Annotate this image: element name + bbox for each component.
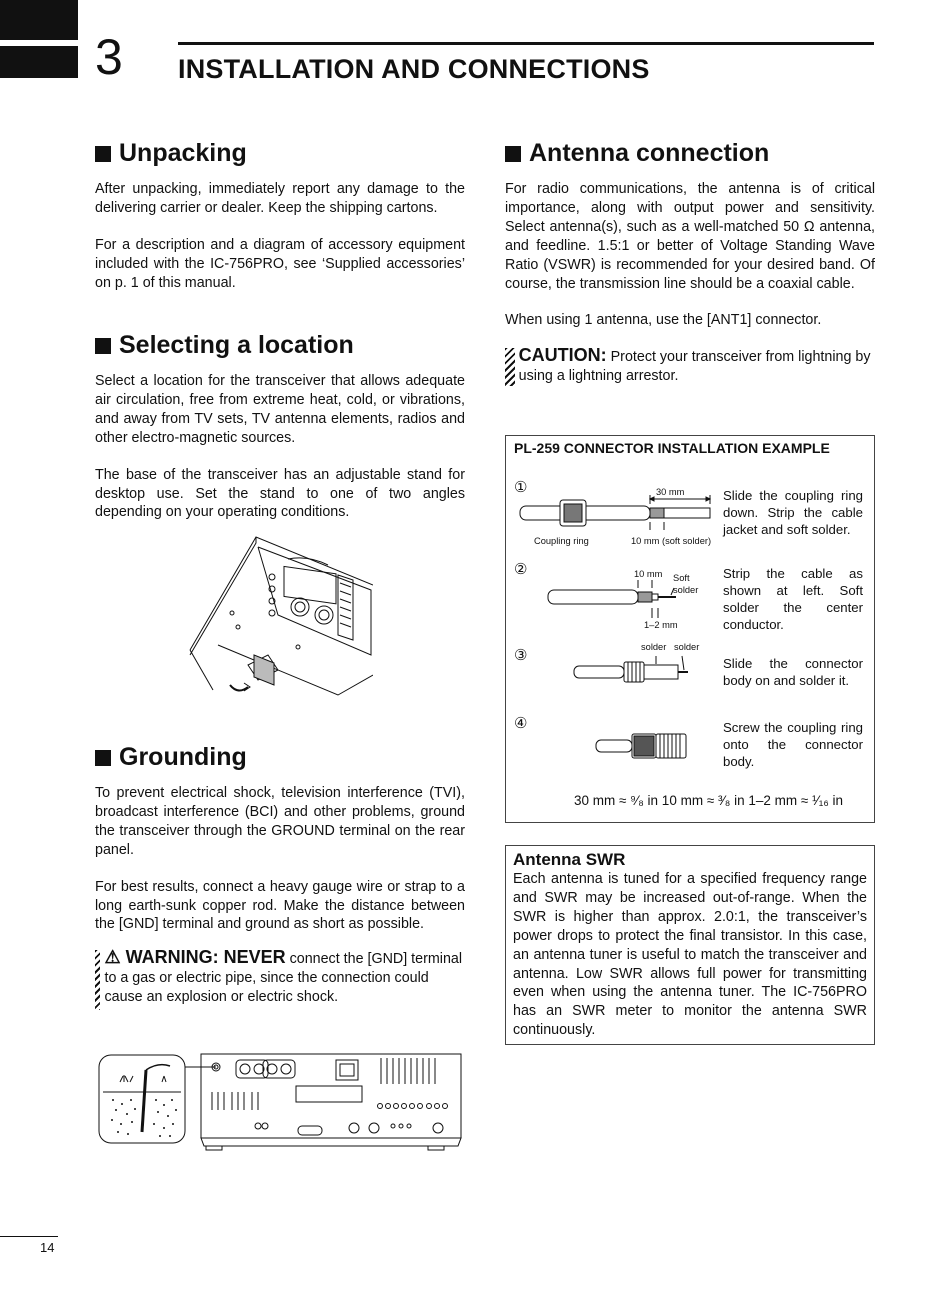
pl259-title: PL-259 CONNECTOR INSTALLATION EXAMPLE — [514, 440, 830, 456]
unpacking-para-2: For a description and a diagram of accessory equipment included with the IC-756PRO, see ‘Supplied accessories’ on p. 1 of this manual. — [95, 236, 465, 291]
square-bullet-icon — [95, 338, 111, 354]
step-3-text: Slide the connector body on and solder it. — [723, 656, 863, 688]
antenna-para-2: When using 1 antenna, use the [ANT1] connector. — [505, 312, 822, 329]
page-number: 14 — [40, 1240, 55, 1255]
step-1-number: ① — [514, 479, 528, 496]
page-number-rule — [0, 1236, 58, 1237]
grounding-para-1: To prevent electrical shock, television interference (TVI), broadcast interference (BCI) and other problems, ground the transceiver through the GROUND terminal on the rear panel. — [95, 785, 465, 858]
antenna-heading: Antenna connection — [505, 141, 875, 166]
label-1-2mm: 1–2 mm — [644, 620, 678, 630]
antenna-swr-box — [505, 845, 875, 1045]
grounding-heading: Grounding — [95, 745, 465, 770]
square-bullet-icon — [95, 146, 111, 162]
unpacking-para-1: After unpacking, immediately report any damage to the delivering carrier or dealer. Keep the shipping cartons. — [95, 181, 465, 216]
page-title: INSTALLATION AND CONNECTIONS — [178, 54, 650, 84]
location-heading: Selecting a location — [95, 333, 465, 358]
location-para-2: The base of the transceiver has an adjustable stand for desktop use. Set the stand to one of two angles depending on your operating conditions. — [95, 466, 465, 521]
step-4-drawing — [594, 726, 694, 766]
step-2-number: ② — [514, 561, 528, 578]
swr-heading: Antenna SWR — [513, 850, 626, 869]
location-para-1: Select a location for the transceiver that allows adequate air circulation, free from extreme heat, cold, or vibrations, and away from TV sets, TV antenna elements, radios and other electro-magnetic sources. — [95, 373, 465, 446]
rear-panel-grounding-illustration — [98, 1052, 463, 1152]
antenna-section — [505, 141, 875, 386]
grounding-para-2: For best results, connect a heavy gauge wire or strap to a long earth-sunk copper rod. Make the distance between the [GND] terminal and ground as short as possible. — [95, 878, 465, 933]
label-soft: Soft — [673, 573, 690, 583]
caution-label: CAUTION: — [518, 345, 607, 366]
pl259-figure — [505, 435, 875, 823]
step-4-number: ④ — [514, 715, 528, 732]
label-10mm-step2: 10 mm — [634, 569, 663, 579]
caution-paragraph — [519, 346, 875, 386]
chapter-tab-lower — [0, 46, 78, 78]
step-1-text: Slide the coupling ring down. Strip the cable jacket and soft solder. — [723, 488, 863, 537]
step-1-drawing — [518, 492, 718, 532]
square-bullet-icon — [95, 750, 111, 766]
label-coupling-ring: Coupling ring — [534, 536, 589, 546]
antenna-para-1: For radio communications, the antenna is of critical importance, along with output power and sensitivity. Select antenna(s), such as a well-matched 50 Ω antenna, and feedline. 1.5:1 or better of Voltage Standing Wave Ratio (VSWR) is recommended for your desired band. Of course, the transmission line should be a coaxial cable. — [505, 181, 875, 292]
unpacking-heading: Unpacking — [95, 141, 465, 166]
hatch-icon — [95, 950, 100, 1010]
unit-conversions: 30 mm ≈ ⁹⁄₈ in 10 mm ≈ ³⁄₈ in 1–2 mm ≈ ¹⁄₁₆ in — [574, 793, 844, 808]
grounding-warning — [95, 948, 465, 1010]
transceiver-stand-illustration — [188, 535, 373, 705]
hatch-icon — [505, 348, 515, 386]
step-3-number: ③ — [514, 647, 528, 664]
grounding-section — [95, 745, 465, 1010]
step-2-text: Strip the cable as shown at left. Soft solder the center conductor. — [723, 566, 863, 632]
swr-text: Each antenna is tuned for a specified frequency range and SWR may be increased out-of-range. When the SWR is higher than approx. 2.0:1, the transceiver’s power drops to protect the final transistor. In this case, an antenna tuner is useful to match the transceiver and antenna. Low SWR allows full power for transmitting even when using the antenna tuner. The IC-756PRO has an SWR meter to monitor the antenna SWR continuously. — [513, 871, 867, 1039]
label-solder-b: solder — [674, 642, 700, 652]
label-solder-a: solder — [641, 642, 667, 652]
warning-paragraph — [104, 948, 465, 1007]
warning-text: connect the [GND] terminal to a gas or electric pipe, since the connection could cause an explosion or electric shock. — [104, 951, 463, 1006]
unpacking-section — [95, 141, 465, 293]
label-10mm-soft-solder: 10 mm (soft solder) — [631, 536, 712, 546]
chapter-tab — [0, 0, 78, 40]
label-solder-step2: solder — [673, 585, 699, 595]
square-bullet-icon — [505, 146, 521, 162]
chapter-number: 3 — [95, 29, 123, 85]
caution-text: Protect your transceiver from lightning by using a lightning arrestor. — [518, 349, 871, 385]
location-section — [95, 333, 465, 522]
antenna-caution — [505, 346, 875, 386]
step-4-text: Screw the coupling ring onto the connector body. — [723, 720, 863, 769]
warning-label: ⚠ WARNING: NEVER — [104, 947, 286, 968]
label-30mm-step1: 30 mm — [656, 487, 685, 497]
header-rule — [178, 42, 874, 45]
step-3-drawing — [572, 652, 702, 692]
